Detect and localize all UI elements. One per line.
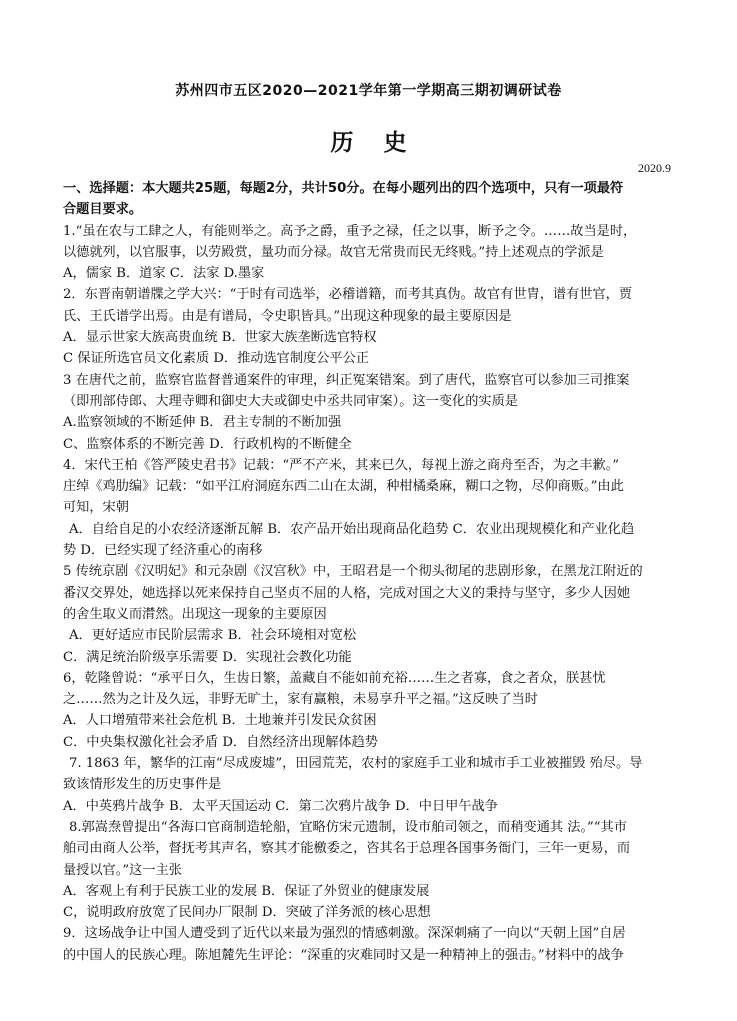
question-line: 9．这场战争让中国人遭受到了近代以来最为强烈的情感刺激。深深刺痛了一向以“天朝上国”自居 <box>63 926 626 942</box>
answer-options: A．自给自足的小农经济逐渐瓦解 B．农产品开始出现商品化趋势 C．农业出现规模化和产业化趋 <box>69 521 635 537</box>
question-line: 庄绰《鸡肋编》记载：“如平江府洞庭东西二山在太湖，种柑橘桑麻，糊口之物，尽仰商贩。”由此 <box>63 479 624 495</box>
answer-options: C、监察体系的不断完善 D．行政机构的不断健全 <box>63 436 352 452</box>
question-line: 番汉交界处，她选择以死来保持自己坚贞不屈的人格，完成对国之大义的秉持与坚守，多少人因她 <box>63 585 631 601</box>
answer-options: C，说明政府放宽了民间办厂限制 D．突破了洋务派的核心思想 <box>63 905 431 921</box>
answer-options: C．满足统治阶级享乐需要 D．实现社会教化功能 <box>63 649 352 665</box>
question-line: 之……然为之计及久远，非野无旷土，家有赢粮，未易享升平之福。”这反映了当时 <box>63 692 538 708</box>
question-line: 以德就列，以官服事，以劳殿赏，量功而分禄。故官无常贵而民无终贱。”持上述观点的学派是 <box>63 244 604 260</box>
exam-date: 2020.9 <box>638 161 671 175</box>
question-line: 的舍生取义而潸然。出现这一现象的主要原因 <box>63 606 327 622</box>
answer-options: 势 D．已经实现了经济重心的南移 <box>63 543 263 559</box>
question-line: 可知，宋朝 <box>63 500 129 516</box>
question-line: 的中国人的民族心理。陈旭麓先生评论：“深重的灾难同时又是一种精神上的强击。”材料中的战争 <box>63 947 624 963</box>
subject-heading: 历史 <box>330 130 437 156</box>
answer-options: A．客观上有利于民族工业的发展 B．保证了外贸业的健康发展 <box>63 883 430 899</box>
question-line: 氏、王氏谱学出焉。由是有谱局，令史职皆具。”出现这种现象的最主要原因是 <box>63 308 512 324</box>
answer-options: C．中央集权激化社会矛盾 D．自然经济出现解体趋势 <box>63 734 378 750</box>
question-line: 量授以官。”这一主张 <box>63 862 182 878</box>
answer-options: A．显示世家大族高贵血统 B．世家大族垄断选官特权 <box>63 330 377 346</box>
section-instructions-line: 一、选择题：本大题共25题，每题2分，共计50分。在每小题列出的四个选项中，只有一项最符 <box>63 181 624 196</box>
question-line: 2．东晋南朝谱牒之学大兴：“于时有司选举，必稽谱籍，而考其真伪。故官有世胄，谱有世官，贾 <box>63 287 633 303</box>
answer-options: A，儒家 B．道家 C．法家 D.墨家 <box>63 266 265 282</box>
answer-options: A．更好适应市民阶层需求 B．社会环境相对宽松 <box>69 628 357 644</box>
section-instructions-line: 合题目要求。 <box>63 202 143 218</box>
question-line: 1.“虽在农与工肆之人，有能则举之。高予之爵，重予之禄，任之以事，断予之令。……故当是时， <box>63 223 637 239</box>
question-line: 4．宋代王柏《答严陵史君书》记载：“严不产米，其来已久，每视上游之商舟至否，为之丰歉。” <box>63 457 619 473</box>
question-line: 7. 1863 年，繁华的江南“尽成废墟”，田园荒芜，农村的家庭手工业和城市手工业被摧毁 殆尽。导 <box>69 756 643 772</box>
answer-options: A．人口增殖带来社会危机 B．土地兼并引发民众贫困 <box>63 713 377 729</box>
answer-options: C 保证所选官员文化素质 D．推动选官制度公平公正 <box>63 351 369 367</box>
exam-content <box>63 178 678 966</box>
question-line: 3 在唐代之前，监察官监督普通案件的审理，纠正冤案错案。到了唐代，监察官可以参加三司推案 <box>63 372 630 388</box>
question-line: （即刑部侍郎、大理寺卿和御史大夫或御史中丞共同审案）。这一变化的实质是 <box>63 393 518 409</box>
answer-options: A.监察领域的不断延伸 B．君主专制的不断加强 <box>63 415 342 431</box>
question-line: 5 传统京剧《汉明妃》和元杂剧《汉宫秋》中，王昭君是一个彻头彻尾的悲剧形象，在黑龙江附近的 <box>63 564 643 580</box>
question-line: 舶司由商人公举，督抚考其声名，察其才能檄委之，咨其名于总理各国事务衙门，三年一更易，而 <box>63 841 631 857</box>
exam-title: 苏州四市五区2020—2021学年第一学期高三期初调研试卷 <box>175 83 562 99</box>
question-line: 致该情形发生的历史事件是 <box>63 777 222 793</box>
question-line: 8.郭嵩焘曾提出“各海口官商制造轮船，宜略仿宋元遗制，设市舶司领之，而稍变通其 法。”“其市 <box>69 819 627 835</box>
question-line: 6，乾隆曾说：“承平日久，生齿日繁，盖藏自不能如前充裕……生之者寡，食之者众，朕甚忧 <box>63 670 606 686</box>
answer-options: A．中英鸦片战争 B．太平天国运动 C．第二次鸦片战争 D．中日甲午战争 <box>63 798 498 814</box>
